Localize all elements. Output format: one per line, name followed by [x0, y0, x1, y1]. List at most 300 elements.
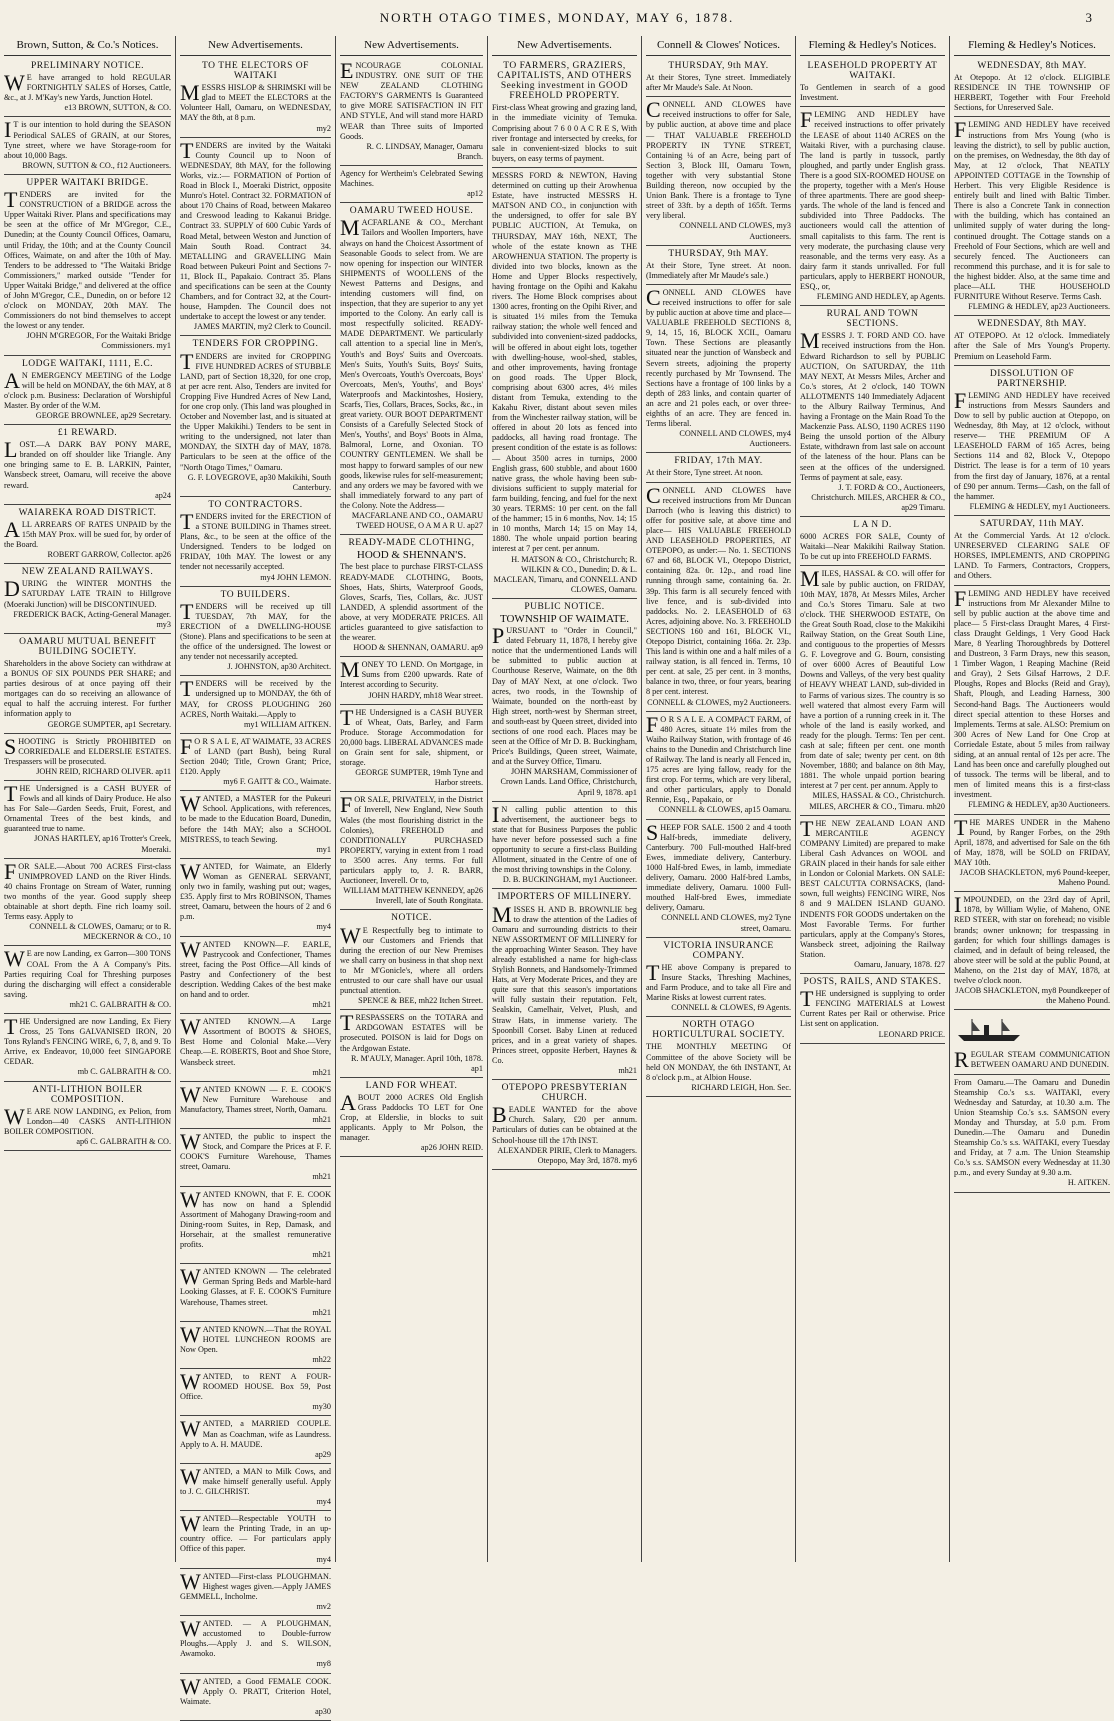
- ad-signature: FREDERICK BACK, Acting-General Manager. my3: [13, 609, 171, 629]
- ad-body: WANTED KNOWN — The celebrated German Spring Beds and Marble-hard Looking Glasses, at F. E. COOK'S Furniture Warehouse, Thames street.: [180, 1264, 331, 1307]
- ad-signature: CONNELL & CLOWES, Oamaru; or to R. MECKERNOR & CO., 10: [29, 922, 171, 942]
- advertisement: [954, 316, 1110, 365]
- ad-body: W E have arranged to hold REGULAR FORTNIGHTLY SALES of Horses, Cattle, &c., at J. M'Kay's new Yards, Junction Hotel.: [4, 70, 171, 103]
- drop-capital: F: [954, 387, 967, 413]
- drop-capital: W: [180, 1081, 201, 1107]
- column-7: [950, 36, 1114, 1562]
- ad-body: IMPOUNDED, on the 23rd day of April, 1878, by William Wylie, of Maheno, ONE RED STEER, with star on forehead; no visible brands; owner unknown; for trespassing in garden; for which four shillings damages is claimed, and in default of being released, the above steer will be sold at the public Pound, at Maheno, on the 21st day of MAY, 1878, at twelve o'clock noon.: [954, 892, 1110, 985]
- ad-body: 6000 ACRES FOR SALE, County of Waitaki—Near Makikihi Railway Station. To be cut up into FREEHOLD FARMS.: [800, 532, 945, 562]
- drop-capital: W: [4, 946, 25, 972]
- advertisement: [800, 517, 945, 566]
- drop-capital: M: [180, 80, 200, 106]
- ad-heading: POSTS, RAILS, AND STAKES.: [803, 977, 942, 988]
- drop-capital: W: [180, 936, 201, 962]
- ad-body: WANTED, a MASTER for the Pukeuri School. Applications, with references, to be made to the Education Board, Dunedin, before the 14th MAY; also a SCHOOL MISTRESS, to teach Sewing.: [180, 791, 331, 844]
- drop-capital: W: [180, 1186, 201, 1212]
- drop-capital: C: [646, 284, 661, 310]
- drop-capital: T: [180, 508, 194, 534]
- ad-body: First-class Wheat growing and grazing land, in the immediate vicinity of Temuka. Comprising about 7 6 0 0 A C R E S, With river frontage and intersected by creeks, for sale in convenient-sized blocks to suit buyers, on easy terms of payment.: [492, 103, 637, 163]
- ad-body: MESSRS HISLOP & SHRIMSKI will be glad to MEET the ELECTORS at the Volunteer Hall, Oamaru, on WEDNESDAY, MAY the 8th, at 8 p.m.: [180, 80, 331, 123]
- ad-signature: ap24: [155, 490, 171, 500]
- ad-body: W E ARE NOW LANDING, ex Pelion, from London—40 CASKS ANTI-LITHION BOILER COMPOSITION.: [4, 1103, 171, 1136]
- ad-body: Shareholders in the above Society can withdraw at a BONUS OF SIX POUNDS PER SHARE; and parties desirous of at once paying off their mortgages can do so receiving an allowance of equal to half the accruing interest. For further information apply to: [4, 658, 171, 719]
- drop-capital: L: [4, 437, 18, 463]
- ad-body: MILES, HASSAL & CO. will offer for sale by public auction, on FRIDAY, 10th MAY, 1878, At Messrs Miles, Archer and Co.'s Stores Timaru. Sale at two o'clock. THE SHERWOOD ESTATE, On the Great South Road, close to the Makikihi Railway Station, on the Great South Line, and contiguous to the properties of Messrs G. F. Lovegrove and G. Bourn, consisting of over 6000 Acres of Beautiful Low Downs and Valleys, of the very best quality of HEAVY WHEAT LAND, sub-divided in to Farms of various sizes. The country is so well watered that almost every Farm will have a portion of a running creek in it. The whole of the land is easily worked, and ready for the plough. Terms: Ten per cent. cash at sale; fifteen per cent. one month from date of sale; twenty per cent. on 8th November, 1880; and balance on 8th May, 1881. The whole unpaid portion bearing interest at 7 per cent. per annum. Apply to: [800, 566, 945, 791]
- advertisement: [180, 676, 331, 733]
- ad-signature: my4 JOHN LEMON.: [260, 572, 331, 582]
- advertisement: [180, 1569, 331, 1616]
- ad-body: THE above Company is prepared to Insure Stacks, Threshing Machines, and Farm Produce, and to take all Fire and Marine Risks at lowest current rates.: [646, 959, 791, 1003]
- ad-body: At their Store, Tyne street. At noon.: [646, 468, 763, 478]
- drop-capital: A: [4, 367, 20, 393]
- ad-body: THE Undersigned is a CASH BUYER of Wheat, Oats, Barley, and Farm Produce. Storage Accommodation for 20,000 bags. LIBERAL ADVANCES made on Grain sent for sale, shipment, or storage.: [340, 704, 483, 768]
- ad-body: MACFARLANE & CO., Merchant Tailors and Woollen Importers, have always on hand the Choicest Assortment of Seasonable Goods to select from. We are now opening for inspection our WINTER SHIPMENTS of WOOLLENS of the Newest Patterns and Designs, and intending customers will find, on inspection, that they are superior to any yet imported to the Colony. An early call is most respectfully solicited. READY-MADE DEPARTMENT. We particularly call attention to a special line in Men's, Youth's and Boys' Suits and Overcoats. Men's Suits, Youth's Suits, Boys' Suits, Men's Overcoats, Youth's Overcoats, Boys' Overcoats, Men's, Youths', and Boys' Waterproofs and Mackintoshes, Hosiery, Scarfs, Ties, Collars, Braces, Socks, &c., in great variety. OUR BOOT DEPARTMENT Consists of a Carefully Selected Stock of Men's, Youths', and Boys' Boots in Alma, Balmoral, Lorne, and Oxonian. TO COUNTRY GENTLEMEN. We shall be most happy to forward samples of our new goods, likewise rules for self-measurement; and any orders we may be favored with we shall immediately forward to any part of the Colony. Note the Address—: [340, 215, 484, 510]
- ad-heading: TO BUILDERS.: [220, 589, 291, 600]
- ad-body: WANTED—First-class PLOUGHMAN. Highest wages given.—Apply JAMES GEMMELL, Incholme.: [180, 1568, 331, 1601]
- ad-body: F O R S A L E. A COMPACT FARM, of 480 Acres, situate 1½ miles from the Waiho Railway Station, with frontage of 46 chains to the Dunedin and Christchurch line of Railway. The land is nearly all Fenced in, 175 acres are lying fallow, ready for the first crop. For terms, which are very liberal, and other particulars, apply to Donald Rennie, Esq., Papakaio, or: [646, 711, 791, 805]
- ad-body: ENCOURAGE COLONIAL INDUSTRY. ONE SUIT OF THE NEW ZEALAND CLOTHING FACTORY'S GARMENTS Is Guaranteed to give MORE SATISFACTION IN FIT AND STYLE, And will stand more HARD WEAR than Three suits of Imported Goods.: [340, 58, 483, 141]
- advertisement: [646, 712, 791, 820]
- advertisement: [646, 1017, 791, 1097]
- ad-body: The best place to purchase FIRST-CLASS READY-MADE CLOTHING, Boots, Shoes, Hats, Shirts, Waterproof Goods, Gloves, Scarfs, Ties, Collars, &c. JUST LANDED, A splendid assortment of the above, at very MODERATE PRICES. All articles guaranteed to give satisfaction to the wearer.: [340, 562, 483, 643]
- masthead: [0, 0, 1114, 30]
- advertisement: [180, 859, 331, 937]
- ad-signature: ALEXANDER PIRIE, Clerk to Managers. Otepopo, May 3rd, 1878. my6: [497, 1145, 637, 1165]
- ad-signature: GEORGE SUMPTER, ap1 Secretary.: [47, 719, 171, 729]
- advertisement: [954, 586, 1110, 815]
- ad-body: TRESPASSERS on the TOTARA and ARDGOWAN ESTATES will be prosecuted. POISON is laid for Dogs on the Ardgowan Estate.: [340, 1010, 483, 1053]
- ad-body: Agency for Wertheim's Celebrated Sewing Machines.: [340, 168, 483, 189]
- advertisement: [340, 705, 483, 793]
- page-number: 3: [1085, 10, 1092, 25]
- ad-heading: THURSDAY, 9th MAY.: [668, 248, 769, 259]
- ad-body: PURSUANT to "Order in Council," dated February 11, 1878, I hereby give notice that the undermentioned Lands will be submitted to public auction at Courthouse Reserve, Waimate, on the 8th Day of MAY Next, at one o'clock. Two acres, two roods, in the Township of Waimate, bounded on the north-east by High street, north-west by Sherman street, and south-east by Queen street, divided into sections of one rood each. Places may be seen at the Office of Mr D. B. Buckingham, Price's Buildings, Queen street, Waimate, and at the Survey Office, Timaru.: [492, 623, 637, 767]
- advertisement: [180, 1416, 331, 1463]
- advertisement: [954, 58, 1110, 117]
- ad-body: W E are now Landing, ex Garron—300 TONS COAL From the A A Company's Pits. Parties requiring Coal for Threshing purposes during the discharging will effect a considerable saving.: [4, 946, 171, 999]
- advertisement: [4, 1082, 171, 1152]
- drop-capital: W: [180, 1463, 201, 1489]
- advertisement: [492, 1080, 637, 1170]
- ad-body: LOST.—A DARK BAY PONY MARE, branded on off shoulder like Triangle. Any one bringing same to E. B. LARKIN, Painter, Wansbeck street, Oamaru, will receive the above reward.: [4, 437, 171, 490]
- advertisement: [954, 1010, 1110, 1074]
- column-heading: New Advertisements.: [340, 36, 483, 56]
- column-heading: New Advertisements.: [180, 36, 331, 56]
- advertisement: [340, 1078, 483, 1158]
- ad-body: At Otepopo. At 12 o'clock. ELIGIBLE RESIDENCE IN THE TOWNSHIP OF HERBERT, Together with Four Freehold Sections, for Unreserved Sale.: [954, 73, 1110, 113]
- ad-body: FLEMING AND HEDLEY have received instructions to offer privately the LEASE of about 1140 ACRES on the Waitaki River, with a purchasing clause. The land is partly in tussock, partly ploughed, and partly under English grass. There is a good SIX-ROOMED HOUSE on the property, together with a Men's House of three apartments. There are good sheep-yards. The whole of the land is fenced and subdivided into Three Paddocks. The auctioneers would call the attention of small capitalists to this farm. The rent is very moderate, the purchasing clause very reasonable, and the terms very easy. As a dairy farm it stands unrivalled. For full particulars, apply to HERBERT HONOUR, ESQ., or,: [800, 107, 945, 291]
- ad-body: WANTED KNOWN.—That the ROYAL HOTEL LUNCHEON ROOMS are Now Open.: [180, 1321, 331, 1354]
- advertisement: [180, 734, 331, 791]
- drop-capital: I: [4, 117, 12, 143]
- columns-container: [0, 36, 1114, 1716]
- drop-capital: F: [340, 792, 353, 818]
- drop-capital: W: [180, 1321, 201, 1347]
- ad-body: SHEEP FOR SALE. 1500 2 and 4 tooth Half-breds, immediate delivery, Canterbury. 700 Full-mouthed Half-bred Ewes, immediate delivery, Canterbury. 1000 Half-bred Ewes, in lamb, immediate delivery, Oamaru. 2000 Half-bred Lambs, immediate delivery, Oamaru. 1000 Full-mouthed Half-bred Ewes, immediate delivery, Oamaru.: [646, 819, 791, 913]
- ad-signature: JOHN HARDY, mh18 Wear street.: [368, 690, 483, 700]
- drop-capital: T: [180, 348, 194, 374]
- ad-signature: CONNELL & CLOWES, ap15 Oamaru.: [658, 805, 791, 815]
- ad-signature: mh22: [312, 1354, 331, 1364]
- drop-capital: W: [180, 858, 201, 884]
- advertisement: [4, 734, 171, 781]
- advertisement: [646, 820, 791, 938]
- ad-heading: ANTI-LITHION BOILER COMPOSITION.: [32, 1084, 143, 1105]
- ad-heading: TENDERS FOR CROPPING.: [192, 339, 319, 350]
- ad-body: THE Undersigned are now Landing, Ex Fiery Cross, 25 Tons GALVANISED IRON, 20 Tons Ryland's FENCING WIRE, 6, 7, 8, and 9. To Arrive, ex Endeavor, 10,000 feet SINGAPORE CEDAR.: [4, 1013, 171, 1067]
- ad-body: THE undersigned is supplying to order FENCING MATERIALS at Lowest Current Rates per Rail or otherwise. Price List sent on application.: [800, 986, 945, 1029]
- column-heading: Connell & Clowes' Notices.: [646, 36, 791, 56]
- ad-signature: JOHN M'GREGOR, For the Waitaki Bridge Commissioners. my1: [26, 331, 171, 351]
- drop-capital: W: [180, 1369, 201, 1395]
- ad-body: TENDERS are invited for the CONSTRUCTION of a BRIDGE across the Upper Waitaki River. Plans and specifications may be seen at the office of Mr M'Gregor, C.E., Dunedin; at the County Council Offices, Oamaru, until Friday, the 10th; and at the County Council Offices, Waimate, on and after the 10th of May. Tenders to be addressed to "The Waitaki Bridge Commissioners," marked outside "Tender for Upper Waitaki Bridge," and delivered at the office of John M'Gregor, C.E., Dunedin, on or before 12 o'clock on MONDAY, 20th MAY. The Commissioners do not bind themselves to accept the lowest or any tender.: [4, 187, 171, 331]
- ad-body: FOR SALE.—About 700 ACRES First-class UNIMPROVED LAND on the River Hinds. 40 chains Frontage on Stream of Water, running two months of the year. Good supply sheep obtainable at short depth. Fine rich loamy soil. Terms easy. Apply to: [4, 858, 171, 922]
- drop-capital: T: [340, 704, 354, 730]
- advertisement: [954, 815, 1110, 893]
- ad-signature: CONNELL & CLOWES, my2 Auctioneers.: [647, 697, 791, 707]
- drop-capital: W: [180, 1616, 201, 1642]
- ad-body: TENDERS are invited by the Waitaki County Council up to Noon of WEDNESDAY, 8th MAY, for the following Works, viz.:— FORMATION of Portion of Road in Block I., Moeraki District, opposite Munro's Hotel. Contract 32. FORMATION of about 170 Chains of Road, between Makareo and Creswood leading to Kakanui Bridge. Contract 33. SUPPLY of 600 Cubic Yards of Road Metal, between Weston and Junction of Main South Road. Contract 34. METALLING and GRAVELLING Main Road between Pukeuri Point and Sections 7-11, Block II., Papakaio. Contract 35. Plans and specifications can be seen at the County Chambers, and for Contract 32, at the Court-house, Hampden. The Council does not undertake to accept the lowest or any tender.: [180, 137, 331, 322]
- ad-body: At their Stores, Tyne street. Immediately after Mr Maude's Sale. At Noon.: [646, 73, 791, 93]
- ad-body: ALL ARREARS OF RATES UNPAID by the 15th MAY Prox. will be sued for, by order of the Board.: [4, 516, 171, 550]
- ad-signature: MILES, HASSAL & CO., Christchurch. MILES, ARCHER & CO., Timaru. mh20: [809, 791, 945, 811]
- ad-signature: SPENCE & BEE, mh22 Itchen Street.: [358, 996, 483, 1006]
- ad-heading: £1 REWARD.: [57, 428, 118, 439]
- ad-heading: NORTH OTAGO HORTICULTURAL SOCIETY.: [652, 1020, 785, 1041]
- ad-signature: mv2: [316, 1601, 331, 1611]
- ad-body: THE NEW ZEALAND LOAN AND MERCANTILE AGENCY COMPANY Limited) are prepared to make Liberal Cash Advances on WOOL and GRAIN placed in their hands for sale either in London or Colonial Markets. ON SALE: BEST CALCUTTA CORNSACKS, (land-sown, full weights) FENCING WIRE, Nos 8 and 9 MALDEN ISLAND GUANO. INDENTS FOR GOODS undertaken on the Most Favorable Terms. For further particulars, apply at the Company's Stores, Wansbeck street, adjoining the Railway Station.: [800, 815, 945, 959]
- ad-display-line: HOOD & SHENNAN'S.: [356, 549, 467, 562]
- drop-capital: W: [180, 791, 201, 817]
- ad-body: At their Store, Tyne street. At noon. (Immediately after Mr Maude's sale.): [646, 260, 791, 280]
- drop-capital: W: [180, 1416, 201, 1442]
- advertisement: [800, 306, 945, 517]
- drop-capital: W: [4, 1103, 25, 1129]
- drop-capital: M: [800, 566, 820, 592]
- ad-display-line: TOWNSHIP OF WAIMATE.: [499, 612, 630, 625]
- advertisement: [800, 566, 945, 815]
- drop-capital: W: [180, 1511, 201, 1537]
- advertisement: [340, 792, 483, 910]
- ad-signature: mh21: [312, 1000, 331, 1010]
- advertisement: [180, 791, 331, 859]
- ad-body: At the Commercial Yards. At 12 o'clock. UNRESERVED CLEARING SALE OF HORSES, IMPLEMENTS, AND CROPPING LAND. To Farmers, Contractors, Croppers, and Others.: [954, 531, 1110, 581]
- ad-heading: UPPER WAITAKI BRIDGE.: [26, 177, 149, 188]
- drop-capital: T: [4, 1013, 18, 1039]
- drop-capital: S: [4, 733, 17, 759]
- advertisement: [4, 564, 171, 634]
- advertisement: [646, 483, 791, 712]
- advertisement: [4, 425, 171, 505]
- advertisement: [180, 138, 331, 337]
- ad-heading: FRIDAY, 17th MAY.: [674, 456, 763, 467]
- drop-capital: T: [180, 137, 194, 163]
- ad-signature: GEORGE SUMPTER, 19mh Tyne and Harbor streets.: [355, 768, 483, 788]
- advertisement: [954, 117, 1110, 316]
- drop-capital: T: [180, 598, 194, 624]
- ad-heading: LAND FOR WHEAT.: [365, 1080, 458, 1091]
- drop-capital: S: [646, 819, 659, 845]
- ad-heading: OTEPOPO PRESBYTERIAN CHURCH.: [501, 1083, 628, 1104]
- advertisement: [492, 168, 637, 599]
- column-2: [176, 36, 336, 1716]
- ad-body: TENDERS will be received up till TUESDAY, 7th MAY, for the ERECTION of a DWELLING-HOUSE (Stone). Plans and specifications to be seen at the office of the undersigned. The lowest or any tender not necessarily accepted.: [180, 598, 331, 662]
- ad-body: FLEMING AND HEDLEY have received instructions from Mrs Young (who is leaving the district), to sell by public auction, on the premises, on Wednesday, the 8th day of May, at 12 o'clock, That NEATLY APPOINTED COTTAGE in the Township of Herbert. This very Eligible Residence is entirely built and lined with Baltic Timber. There is also a Concrete Tank in connection with the building, which has contained an unlimited supply of water during the long-continued drought. The Cottage stands on a Freehold of Four Sections, which are well and securely fenced. The Auctioneers can recommend this purchase, and it is for sale to the highest bidder. Also, at the same time and place—ALL THE HOUSEHOLD FURNITURE Without Reserve. Terms Cash.: [954, 117, 1110, 302]
- ad-signature: MACFARLANE AND CO., OAMARU TWEED HOUSE, O A M A R U. ap27: [351, 511, 483, 531]
- column-5: [642, 36, 796, 1562]
- ad-body: THE Undersigned is a CASH BUYER of Fowls and all kinds of Dairy Produce. He also has For Sale—Garden Seeds, Fruit, Forest, and Ornamental Trees of the best kinds, and guaranteed true to name.: [4, 781, 171, 834]
- advertisement: [646, 285, 791, 454]
- drop-capital: W: [180, 1014, 201, 1040]
- advertisement: [180, 587, 331, 677]
- advertisement: [340, 535, 483, 657]
- drop-capital: M: [340, 215, 360, 241]
- advertisement: [800, 816, 945, 974]
- ad-body: REGULAR STEAM COMMUNICATION BETWEEN OAMARU AND DUNEDIN.: [954, 1047, 1110, 1073]
- ad-heading: WEDNESDAY, 8th MAY.: [977, 61, 1087, 71]
- ad-heading: SATURDAY, 11th MAY.: [979, 518, 1085, 529]
- ad-signature: mh21: [312, 1115, 331, 1124]
- ad-signature: mh21: [312, 1250, 331, 1260]
- ad-heading: PUBLIC NOTICE.: [524, 601, 605, 612]
- ad-signature: my6 F. GAITT & CO., Waimate.: [223, 777, 331, 787]
- ad-heading: LODGE WAITAKI, 1111, E.C.: [21, 358, 154, 369]
- advertisement: [4, 175, 171, 356]
- advertisement: [4, 117, 171, 174]
- ad-heading: IMPORTERS OF MILLINERY.: [497, 892, 632, 903]
- drop-capital: I: [954, 892, 962, 918]
- advertisement: [954, 516, 1110, 586]
- ad-body: WANTED KNOWN.—A Large Assortment of BOOTS & SHOES, Best Home and Colonial Make.—Very Cheap.—E. ROBERTS, Boot and Shoe Store, Wansbeck street.: [180, 1014, 331, 1067]
- ad-heading: THURSDAY, 9th MAY.: [668, 61, 769, 71]
- drop-capital: B: [492, 1102, 507, 1128]
- steamship-icon: [954, 1017, 1024, 1043]
- ad-body: CONNELL AND CLOWES have received instructions to offer for sale by public auction at above time and place— VALUABLE FREEHOLD SECTIONS 8, 9, 14, 15, 16, BLOCK XCII., Oamaru Town. These Sections are pleasantly situated near the junction of Wansbeck and Severn streets, adjoining the property recently purchased by Mr Townsend. The Sections have a frontage of 100 links by a depth of 283 links, and contain quarter of an acre and 21 poles each, or over three-eighths of an acre. They are fenced in. Terms liberal.: [646, 284, 791, 429]
- ad-signature: mb C. GALBRAITH & CO.: [77, 1067, 171, 1077]
- drop-capital: T: [800, 986, 814, 1012]
- advertisement: [180, 937, 331, 1015]
- advertisement: [4, 859, 171, 947]
- advertisement: [180, 1082, 331, 1129]
- ad-signature: mh21: [312, 1067, 331, 1077]
- ad-body: FLEMING AND HEDLEY have received instructions from Mr Alexander Milne to sell by public auction at the above time and place— 5 First-class Draught Mares, 4 First-class Draught Geldings, 1 Very Good Hack Mare, 8 Yearling Thoroughbreds by Dotterel and Dustreon, 3 Farm Drays, new this season, 1 Timber Wagon, 1 Reaping Machine (Reid and Gray), 2 Sets Gilsaf Harrows, 2 D.F. Ploughs, Ropes and Blocks (Reid and Gray), Shaft, Plough, and Leading Harness, 300 Second-hand Bags. The Auctioneers would direct special attention to these Horses and Implements. Terms at sale. ALSO: Premium on 300 Acres of New Land for One Crop at Corriedale Estate, about 5 miles from railway siding, at an annual rental of 12s per acre. The Land has been once and carefully ploughed out of tussock. The terms will be liberal, and to men of limited means this is a first-class investment.: [954, 585, 1110, 800]
- drop-capital: M: [800, 328, 820, 354]
- drop-capital: I: [492, 801, 500, 827]
- ad-signature: CONNELL & CLOWES, f9 Agents.: [671, 1003, 791, 1013]
- advertisement: [800, 107, 945, 306]
- advertisement: [4, 1014, 171, 1082]
- drop-capital: T: [646, 959, 660, 985]
- advertisement: [4, 634, 171, 734]
- ad-heading: NEW ZEALAND RAILWAYS.: [21, 567, 154, 578]
- advertisement: [180, 1014, 331, 1082]
- advertisement: [492, 802, 637, 890]
- ad-body: THE MARES UNDER in the Maheno Pound, by Ranger Forbes, on the 29th April, 1878, and advertised for Sale on the 6th of May, 1878, will be SOLD on FRIDAY, MAY 10th.: [954, 814, 1110, 867]
- advertisement: [180, 58, 331, 138]
- advertisement: [800, 974, 945, 1044]
- ad-heading: DISSOLUTION OF PARTNERSHIP.: [989, 368, 1075, 389]
- drop-capital: W: [180, 1264, 201, 1290]
- ad-body: WANTED—Respectable YOUTH to learn the Printing Trade, in an up-country office. — For particulars apply Office of this paper.: [180, 1511, 331, 1554]
- ad-body: WANTED, for Waimate, an Elderly Woman as GENERAL SERVANT, only two in family, washing put out; wages, £35. Apply first to Mrs ROBINSON, Thames street, Oamaru, between the hours of 2 and 6 p.m.: [180, 858, 331, 922]
- column-3: [336, 36, 488, 1562]
- ad-signature: mh21: [312, 1307, 331, 1317]
- ad-body: WANTED KNOWN—F. EARLE, Pastrycook and Confectioner, Thames street, facing the Post Office—All kinds of Pastry and Confectionery of the best description. Wedding Cakes of the best make on hand and to order.: [180, 936, 331, 999]
- ad-signature: my1 WILLIAM AITKEN.: [244, 719, 331, 729]
- drop-capital: T: [800, 815, 814, 841]
- ad-signature: BROWN, SUTTON & CO., f12 Auctioneers.: [22, 160, 171, 170]
- ad-heading: WEDNESDAY, 8th MAY.: [977, 319, 1087, 330]
- drop-capital: M: [492, 901, 512, 927]
- drop-capital: F: [954, 117, 967, 143]
- ad-signature: ap26 JOHN REID.: [420, 1143, 483, 1153]
- drop-capital: T: [4, 187, 18, 213]
- ad-body: CONNELL AND CLOWES have received instructions to offer for Sale, by public auction, at above time and place— THAT VALUABLE FREEHOLD PROPERTY IN TYNE STREET, Containing ¼ of an Acre, being part of Section 3, Block III, Oamaru Town, together with very substantial Stone Building thereon, now occupied by the Union Bank. There is a frontage to Tyne street of 33ft. by a depth of 165ft. Terms very liberal.: [646, 97, 791, 221]
- column-heading: Brown, Sutton, & Co.'s Notices.: [4, 36, 171, 56]
- drop-capital: P: [492, 623, 505, 649]
- ad-signature: FLEMING & HEDLEY, ap30 Auctioneers.: [968, 800, 1110, 810]
- drop-capital: C: [646, 97, 661, 123]
- ad-heading: PRELIMINARY NOTICE.: [30, 61, 145, 71]
- ad-signature: CONNELL AND CLOWES, my2 Tyne street, Oamaru.: [661, 913, 791, 933]
- ad-signature: my4: [316, 922, 331, 932]
- ad-signature: my4: [316, 1554, 331, 1564]
- ad-body: A N EMERGENCY MEETING of the Lodge will be held on MONDAY, the 6th MAY, at 8 o'clock p.m. Business: Declaration of Worshipful Master. By order of the W.M.: [4, 367, 171, 410]
- drop-capital: A: [4, 516, 20, 542]
- ad-signature: CONNELL AND CLOWES, my3 Auctioneers.: [679, 221, 791, 241]
- column-heading: Fleming & Hedley's Notices.: [954, 36, 1110, 56]
- ad-signature: JACOB SHACKLETON, my8 Poundkeeper of the Maheno Pound.: [955, 986, 1110, 1006]
- ad-heading: VICTORIA INSURANCE COMPANY.: [663, 940, 774, 961]
- ad-signature: FLEMING & HEDLEY, ap23 Auctioneers.: [968, 302, 1110, 312]
- advertisement: [180, 1264, 331, 1321]
- masthead-title: NORTH OTAGO TIMES, MONDAY, MAY 6, 1878.: [379, 10, 735, 25]
- drop-capital: F: [180, 733, 193, 759]
- ad-body: ABOUT 2000 ACRES Old English Grass Paddocks TO LET for One Crop, at Elderslie, in blocks to suit applicants. Apply to Mr Polson, the manager.: [340, 1089, 483, 1143]
- drop-capital: W: [180, 1129, 201, 1155]
- drop-capital: F: [4, 858, 17, 884]
- ad-signature: JOHN REID, RICHARD OLIVER. ap11: [36, 766, 171, 776]
- ad-signature: JAMES MARTIN, my2 Clerk to Council.: [193, 322, 331, 332]
- advertisement: [954, 366, 1110, 516]
- ad-signature: ap30: [315, 1706, 331, 1716]
- advertisement: [954, 1075, 1110, 1193]
- ad-body: MESSRS J. T. FORD AND CO. have received instructions from the Hon. Edward Richardson to sell by PUBLIC AUCTION, On SATURDAY, the 11th MAY NEXT, At Messrs Miles, Archer and Co.'s stores, At 2 o'clock, 140 TOWN ALLOTMENTS 140 Immediately Adjacent to the Albury Railway Terminus, And having a Frontage on the Main Road To the Mackenzie Pass. ALSO, 1190 ACRES 1190 Being the unsold portion of the Albury Estate, withdrawn from last sale on account of the lateness of the hour. Plans can be seen at the offices of the undersigned. Terms of payment at sale, easy.: [800, 328, 945, 482]
- advertisement: [646, 938, 791, 1018]
- ad-signature: CONNELL AND CLOWES, my4 Auctioneers.: [679, 429, 791, 449]
- column-6: [796, 36, 950, 1562]
- drop-capital: T: [4, 781, 18, 806]
- ad-signature: mh21: [312, 1172, 331, 1182]
- ad-heading: READY-MADE CLOTHING,: [348, 538, 475, 549]
- ad-signature: ap12: [467, 189, 483, 199]
- column-1: [0, 36, 176, 1562]
- advertisement: [492, 599, 637, 802]
- advertisement: [180, 1674, 331, 1721]
- ad-body: CONNELL AND CLOWES have received instructions from Mr Duncan Darroch (who is leaving this district) to offer for positive sale, at above time and place— HIS VALUABLE FREEHOLD AND LEASEHOLD PROPERTIES, AT OTEPOPO, as under:— No. 1. SECTIONS 67 and 68, BLOCK VI., Otepopo District, containing 82a. 0r. 12p., and road line running through same, containing 6a. 2r. 39p. This farm is all securely fenced with live fence, and is sub-divided into paddocks. No. 2. LEASEHOLD of 63 Acres, adjoining above. No. 3. FREEHOLD SECTIONS 160 and 161, BLOCK VI., Otepopo District, containing 166a. 2r. 23p. This land is within one and a half miles of a railway station, is all fenced in. Terms, 10 per cent. at sale, 25 per cent. in 3 months, balance in two, three, or four years, bearing 8 per cent. interest.: [646, 482, 791, 697]
- advertisement: [4, 356, 171, 426]
- drop-capital: W: [180, 1568, 201, 1594]
- advertisement: [340, 910, 483, 1010]
- ad-body: WANTED, the public to inspect the Stock, and Compare the Prices at F. F. COOK'S Furniture Warehouse, Thames street, Oamaru.: [180, 1129, 331, 1172]
- ad-body: WANTED KNOWN, that F. E. COOK has now on hand a Splendid Assortment of Mahogany Drawing-room and Dining-room Suites, in Rep, Damask, and Horsehair, at the smallest remunerative profits.: [180, 1186, 331, 1250]
- ad-heading: L A N D.: [853, 520, 892, 531]
- advertisement: [492, 58, 637, 168]
- advertisement: [340, 58, 483, 166]
- advertisement: [340, 657, 483, 704]
- advertisement: [340, 166, 483, 203]
- drop-capital: C: [646, 482, 661, 508]
- advertisement: [646, 58, 791, 97]
- ad-signature: Oamaru, January, 1878. f27: [854, 959, 945, 969]
- ad-body: THE MONTHLY MEETING Of Committee of the above Society will be held ON MONDAY, the 6th INSTANT, At 8 o'clock p.m., at Albion House.: [646, 1042, 791, 1082]
- drop-capital: T: [340, 1010, 354, 1036]
- ad-body: MONEY TO LEND. On Mortgage, in Sums from £200 upwards. Rate of Interest according to Security.: [340, 657, 483, 690]
- ad-signature: my30: [312, 1402, 331, 1412]
- ad-body: WANTED, a MARRIED COUPLE. Man as Coachman, wife as Laundress. Apply to A. H. MAUDE.: [180, 1416, 331, 1449]
- column-4: [488, 36, 642, 1562]
- advertisement: [180, 1511, 331, 1568]
- drop-capital: T: [954, 814, 968, 840]
- ad-signature: WILLIAM MATTHEW KENNEDY, ap26 Inverell, late of South Rongitata.: [343, 886, 483, 906]
- drop-capital: W: [4, 70, 25, 96]
- ad-body: FOR SALE, PRIVATELY, in the District of Inverell, New England, New South Wales (the most flourishing district in the Colonies), FREEHOLD and CONDITIONALLY PURCHASED PROPERTY, varying in extent from 1 road to 3500 acres. Any terms. For full particulars apply to, J. R. BARR, Auctioneer, Inverell. Or to,: [340, 792, 483, 886]
- advertisement: [180, 1187, 331, 1265]
- ad-signature: my1: [316, 844, 331, 854]
- column-heading: Fleming & Hedley's Notices.: [800, 36, 945, 56]
- drop-capital: R: [954, 1047, 969, 1073]
- drop-capital: T: [180, 676, 194, 702]
- drop-capital: F: [800, 107, 813, 133]
- advertisement: [646, 246, 791, 285]
- ad-body: WANTED, a Good FEMALE COOK. Apply O. PRATT, Criterion Hotel, Waimate.: [180, 1673, 331, 1706]
- ad-body: BEADLE WANTED for the above Church. Salary, £20 per annum. Particulars of duties can be obtained at the School-house till the 17th INST.: [492, 1102, 637, 1145]
- ad-signature: JACOB SHACKLETON, my6 Pound-keeper, Maheno Pound.: [959, 868, 1110, 888]
- ad-body: SHOOTING is Strictly PROHIBITED on CORRIEDALE and ELDERSLIE ESTATES. Trespassers will be prosecuted.: [4, 733, 171, 766]
- advertisement: [180, 1322, 331, 1369]
- ad-signature: HOOD & SHENNAN, OAMARU. ap9: [353, 643, 483, 653]
- drop-capital: E: [340, 58, 354, 83]
- ad-body: FLEMING AND HEDLEY have received instructions from Messrs Saunders and Dow to sell by public auction at Otepopo, on Wednesday, 8th May, at 12 o'clock, without reserve— THE PREMIUM OF A LEASEHOLD FARM of 165 Acres, being Sections 114 and 82, Block V., Otepopo District. The lease is for a term of 10 years from the first day of January, 1876, at a rental of £90 per annum. Terms—Cash, on the fall of the hammer.: [954, 387, 1110, 501]
- ad-signature: mh21 C. GALBRAITH & CO.: [69, 999, 171, 1009]
- advertisement: [4, 58, 171, 117]
- advertisement: [4, 946, 171, 1014]
- ad-signature: FLEMING AND HEDLEY, ap Agents.: [816, 292, 945, 302]
- ad-body: TENDERS will be received by the undersigned up to MONDAY, the 6th of MAY, for CROSS PLOUGHING 260 ACRES, North Waitaki.—Apply to: [180, 676, 331, 719]
- ad-body: TENDERS invited for the ERECTION of a STONE BUILDING in Thames street. Plans, &c., to be seen at the office of the Undersigned. Tenders to be lodged on FRIDAY, 10th MAY. The lowest or any tender not necessarily accepted.: [180, 508, 331, 572]
- ad-signature: J. JOHNSTON, ap30 Architect.: [227, 662, 331, 672]
- ad-signature: mh21: [618, 1066, 637, 1075]
- ad-signature: JONAS HARTLEY, ap16 Trotter's Creek, Moeraki.: [34, 834, 171, 854]
- ad-heading: TO FARMERS, GRAZIERS, CAPITALISTS, AND OTHERS Seeking investment in GOOD FREEHOLD PROPERTY.: [497, 61, 632, 102]
- advertisement: [646, 453, 791, 482]
- ad-heading: OAMARU TWEED HOUSE.: [349, 206, 474, 217]
- drop-capital: W: [340, 922, 361, 948]
- ad-heading: OAMARU MUTUAL BENEFIT BUILDING SOCIETY.: [19, 636, 156, 657]
- ad-body: MISSES H. AND B. BROWNLIE beg to draw the attention of the Ladies of Oamaru and surrounding districts to their NEW ASSORTMENT OF MILLINERY for the approaching Winter Season. They have already established a name for high-class Stylish Bonnets, and Handsomely-Trimmed Hats, at Very Moderate Prices, and they are quite sure that this season's importations will fully sustain their reputation. Felt, Sealskin, Camelhair, Velvet, Plush, and Straw Hats, in immense variety. The Spoonbill Corset. Baby Linen at reduced prices, and in a great variety of shapes. Princes street, opposite Herbert, Haynes & Co.: [492, 901, 637, 1065]
- ad-body: I N calling public attention to this advertisement, the auctioneer begs to state that for Business Purposes the public have never before possessed such a fine opportunity to secure a first-class Building Allotment, situated in the Centre of one of the most thriving townships in the Colony.: [492, 801, 637, 875]
- ad-signature: ROBERT GARROW, Collector. ap26: [47, 550, 171, 560]
- ad-signature: G. F. LOVEGROVE, ap30 Makikihi, South Canterbury.: [187, 472, 331, 492]
- ad-signature: FLEMING & HEDLEY, my1 Auctioneers.: [969, 501, 1110, 511]
- drop-capital: M: [340, 657, 360, 683]
- ad-body: WANTED, to RENT A FOUR-ROOMED HOUSE. Box 59, Post Office.: [180, 1369, 331, 1402]
- ad-signature: RICHARD LEIGH, Hon. Sec.: [691, 1082, 791, 1092]
- advertisement: [4, 505, 171, 564]
- ad-heading: TO CONTRACTORS.: [208, 499, 303, 510]
- ad-body: AT OTEPOPO. At 12 o'clock. Immediately after the Sale of Mrs Young's Property. Premium on Leasehold Farm.: [954, 331, 1110, 361]
- ad-signature: JOHN MARSHAM, Commissioner of Crown Lands. Land Office, Christchurch, April 9, 1878. ap1: [500, 767, 637, 797]
